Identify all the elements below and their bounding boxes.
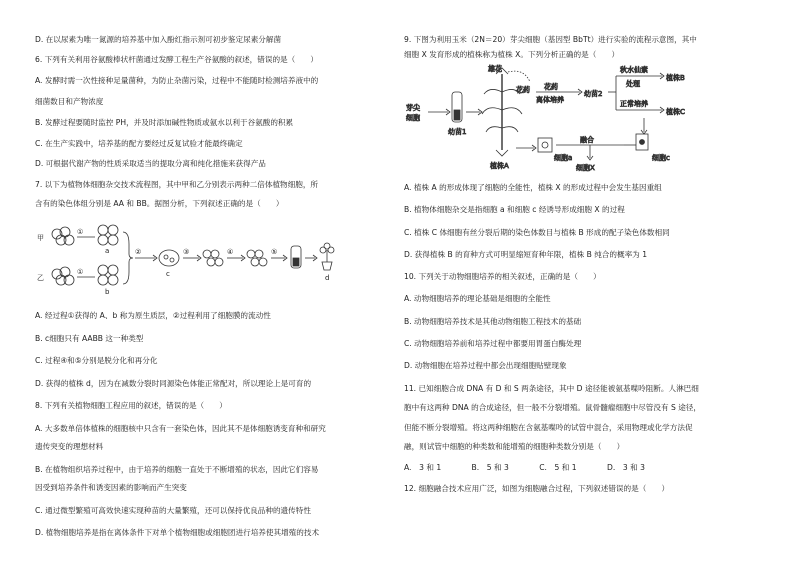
q9-option-b: B. 植物体细胞杂交是指细胞 a 和细胞 c 经诱导形成细胞 X 的过程 bbox=[404, 205, 625, 214]
label-b: b bbox=[105, 288, 110, 296]
label-xionghua: 雄花 bbox=[488, 65, 502, 73]
q7-stem-cont: 含有的染色体组分别是 AA 和 BB。据图分析，下列叙述正确的是（ ） bbox=[35, 199, 284, 208]
maize-plant-icon bbox=[482, 68, 522, 156]
q7-option-a: A. 经过程①获得的 A、b 称为原生质层，②过程利用了细胞膜的流动性 bbox=[35, 311, 271, 320]
step-4: ④ bbox=[227, 248, 234, 256]
q11-stem-4: 融，则试管中细胞的种类数和能增殖的细胞种类数分别是（ ） bbox=[404, 442, 625, 451]
callus-mass bbox=[247, 250, 267, 266]
q11-stem: 11. 已知细胞合成 DNA 有 D 和 S 两条途径，其中 D 途径能被氨基喋呤阻断。人淋巴细 bbox=[404, 384, 699, 393]
q6-option-a: A. 发酵时需一次性接种足量菌种，为防止杂菌污染，过程中不能随时检测培养液中的 bbox=[35, 76, 319, 85]
label-xibaoX: 细胞X bbox=[576, 164, 595, 172]
q7-option-b: B. c细胞只有 AABB 这一种类型 bbox=[35, 334, 144, 343]
q10-option-a: A. 动物细胞培养的理论基础是细胞的全能性 bbox=[404, 294, 551, 303]
q10-stem: 10. 下列关于动物细胞培养的相关叙述，正确的是（ ） bbox=[404, 272, 601, 281]
q10-option-c: C. 动物细胞培养前和培养过程中都要用胃蛋白酶处理 bbox=[404, 339, 582, 348]
protoplast-b bbox=[98, 265, 118, 285]
q11-stem-2: 胞中有这两种 DNA 的合成途径，但一般不分裂增殖。鼠骨髓瘤细胞中尽管没有 S 途径， bbox=[404, 403, 701, 412]
q8-option-b: B. 在植物组织培养过程中，由于培养的细胞一直处于不断增殖的状态，因此它们容易 bbox=[35, 465, 319, 474]
q8-option-d: D. 植物细胞培养是指在离体条件下对单个植物细胞或细胞团进行培养使其增殖的技术 bbox=[35, 528, 320, 537]
q10-option-d: D. 动物细胞在培养过程中都会出现细胞贴壁现象 bbox=[404, 361, 567, 370]
q7-option-c: C. 过程④和⑤分别是脱分化和再分化 bbox=[35, 356, 158, 365]
label-yajian: 芽尖 bbox=[406, 104, 420, 112]
fused-cell-c bbox=[159, 250, 179, 266]
label-huayao: 花药 bbox=[516, 86, 530, 94]
label-liti: 离体培养 bbox=[536, 96, 564, 104]
label-jia: 甲 bbox=[37, 234, 44, 242]
q9-figure-maize-flow bbox=[404, 62, 724, 172]
label-xibaoa: 细胞a bbox=[554, 154, 573, 162]
q11-stem-3: 但能不断分裂增殖。将这两种细胞在含氨基喋呤的试管中混合，采用物理或化学方法促 bbox=[404, 423, 693, 432]
q8-option-b-cont: 因受到培养条件和诱变因素的影响而产生突变 bbox=[35, 483, 187, 492]
q7-stem: 7. 以下为植物体细胞杂交技术流程图，其中甲和乙分别表示两种二倍体植物细胞，所 bbox=[35, 180, 319, 189]
label-zhengchang: 正常培养 bbox=[620, 100, 648, 108]
label-youmiao2: 幼苗2 bbox=[584, 90, 603, 98]
cell-c-icon bbox=[636, 134, 648, 150]
plant-d-icon bbox=[320, 243, 334, 270]
label-qiushui: 秋水仙素 bbox=[620, 66, 648, 74]
q9-option-a: A. 植株 A 的形成体现了细胞的全能性，植株 X 的形成过程中会发生基因重组 bbox=[404, 183, 662, 192]
q10-option-b: B. 动物细胞培养技术是其他动物细胞工程技术的基础 bbox=[404, 317, 582, 326]
label-c: c bbox=[166, 270, 170, 278]
test-tube-icon bbox=[291, 246, 301, 268]
q6-option-b: B. 发酵过程要随时监控 PH，并及时添加碱性物质或氨水以利于谷氨酸的积累 bbox=[35, 118, 294, 127]
q5-option-d: D. 在以尿素为唯一氮源的培养基中加入酚红指示剂可初步鉴定尿素分解菌 bbox=[35, 35, 282, 44]
label-zhizhuC: 植株C bbox=[666, 108, 685, 116]
q6-option-c: C. 在生产实践中，培养基的配方要经过反复试验才能最终确定 bbox=[35, 139, 243, 148]
label-zhizhuA: 植株A bbox=[490, 162, 509, 170]
q12-stem: 12. 细胞融合技术应用广泛，如图为细胞融合过程，下列叙述错误的是（ ） bbox=[404, 484, 670, 493]
q6-stem: 6. 下列有关利用谷氨酸棒状杆菌通过发酵工程生产谷氨酸的叙述，错误的是（ ） bbox=[35, 55, 319, 64]
label-d: d bbox=[325, 274, 330, 282]
protoplast-a bbox=[98, 225, 118, 245]
label-a: a bbox=[105, 247, 110, 255]
label-xibao: 细胞 bbox=[406, 114, 420, 122]
q9-stem: 9. 下图为利用玉米（2N＝20）芽尖细胞（基因型 BbTt）进行实验的流程示意图，其中 bbox=[404, 35, 697, 44]
q7-option-d: D. 获得的植株 d，因为在减数分裂时同源染色体能正常配对，所以理论上是可育的 bbox=[35, 379, 312, 388]
step-2: ② bbox=[135, 248, 142, 256]
q8-stem: 8. 下列有关植物细胞工程应用的叙述，错误的是（ ） bbox=[35, 401, 227, 410]
test-tube-icon bbox=[452, 92, 462, 122]
q8-option-a: A. 大多数单倍体植株的细胞核中只含有一套染色体，因此其不是体细胞诱变育种和研究 bbox=[35, 424, 326, 433]
cell-a-icon bbox=[538, 138, 552, 152]
callus-cells bbox=[203, 250, 223, 266]
cell-cluster-jia bbox=[52, 227, 74, 245]
label-youmiao1: 幼苗1 bbox=[448, 128, 467, 136]
step-3: ③ bbox=[183, 248, 190, 256]
step-5: ⑤ bbox=[271, 248, 278, 256]
q9-option-c: C. 植株 C 体细胞有丝分裂后期的染色体数目与植株 B 形成的配子染色体数相同 bbox=[404, 228, 670, 237]
q11-options: A. 3 和 1 B. 5 和 3 C. 5 和 1 D. 3 和 3 bbox=[404, 463, 645, 472]
label-huayao-arrow: 花药 bbox=[544, 83, 558, 91]
step-1-bottom: ① bbox=[77, 268, 84, 276]
label-zhizhuB: 植株B bbox=[666, 74, 685, 82]
q9-stem-cont: 细胞 X 发育形成的植株称为植株 X。下列分析正确的是（ ） bbox=[404, 50, 620, 59]
q9-option-d: D. 获得植株 B 的育种方式可明显缩短育种年限，植株 B 纯合的概率为 1 bbox=[404, 250, 648, 259]
label-ronghe: 融合 bbox=[580, 136, 594, 144]
cell-cluster-yi bbox=[52, 267, 74, 285]
label-chuli: 处理 bbox=[626, 80, 640, 88]
q6-option-a-cont: 细菌数目和产物浓度 bbox=[35, 97, 104, 106]
label-yi: 乙 bbox=[37, 274, 44, 282]
q6-option-d: D. 可根据代谢产物的性质采取适当的提取分离和纯化措施来获得产品 bbox=[35, 159, 266, 168]
label-xibaoc: 细胞c bbox=[652, 154, 670, 162]
q8-option-c: C. 通过微型繁殖可高效快速实现种苗的大量繁殖，还可以保持优良品种的遗传特性 bbox=[35, 506, 311, 515]
q8-option-a-cont: 遗传突变的理想材料 bbox=[35, 442, 104, 451]
step-1-top: ① bbox=[77, 228, 84, 236]
q7-figure-cell-fusion bbox=[35, 218, 335, 298]
